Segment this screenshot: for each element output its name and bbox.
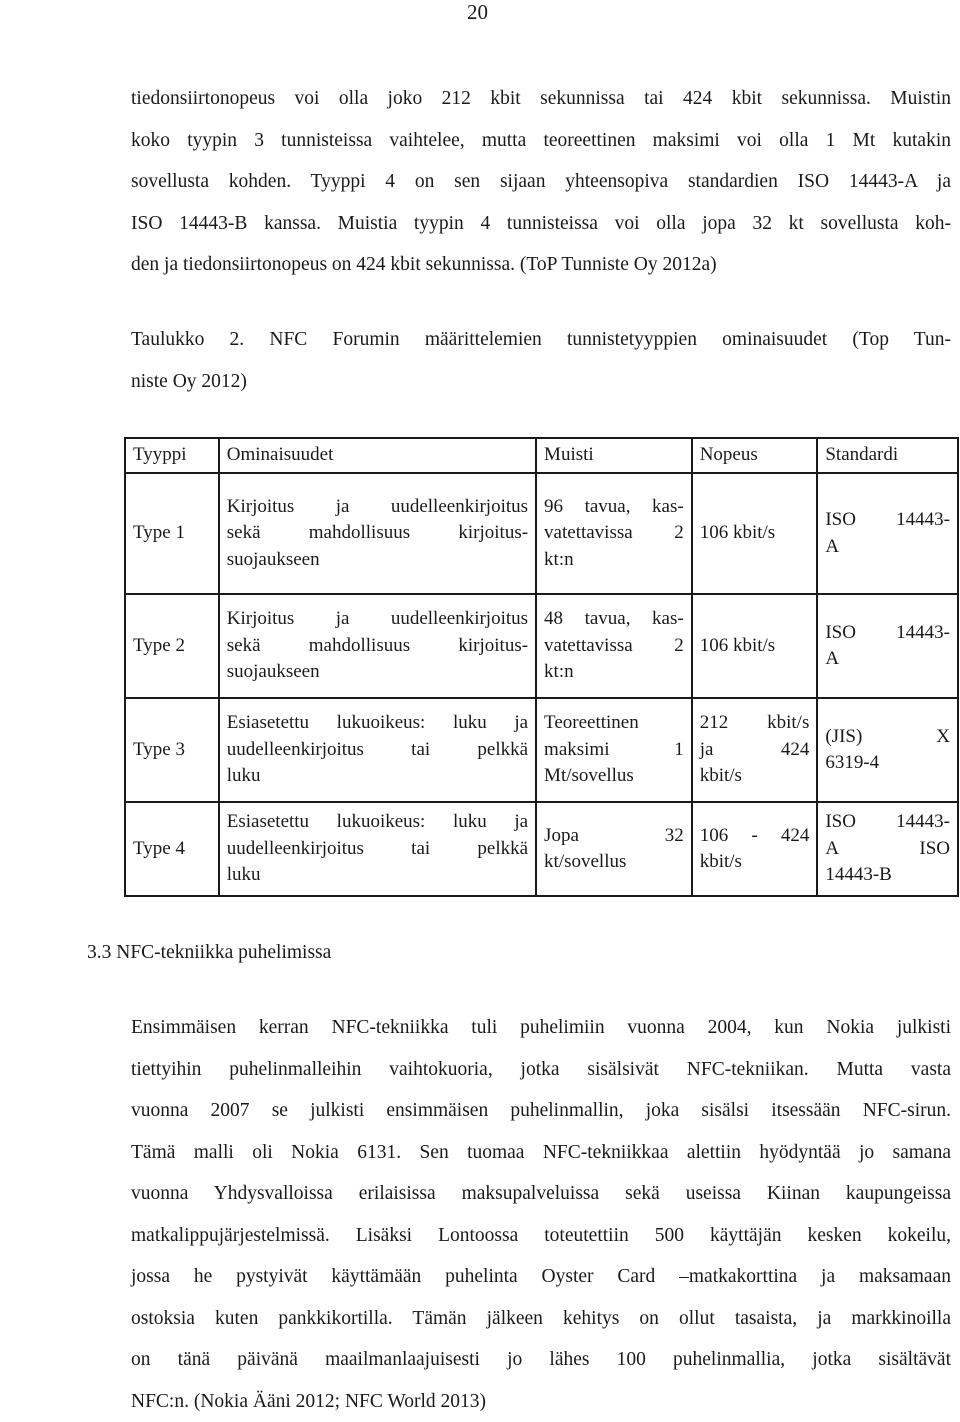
intro-paragraph xyxy=(131,78,951,286)
body-line: vuonna Yhdysvalloissa erilaisissa maksupalveluissa sekä useissa Kiinan kaupungeissa xyxy=(131,1173,951,1215)
body-line: ostoksia kuten pankkikortilla. Tämän jälkeen kehitys on ollut tasaista, ja markkinoilla xyxy=(131,1298,951,1340)
intro-line: den ja tiedonsiirtonopeus on 424 kbit sekunnissa. (ToP Tunniste Oy 2012a) xyxy=(131,244,951,286)
body-line: jossa he pystyivät käyttämään puhelinta Oyster Card –matkakorttina ja maksamaan xyxy=(131,1256,951,1298)
header-cell: Muisti xyxy=(536,438,692,473)
page-number: 20 xyxy=(0,0,955,24)
speed-cell: 106 kbit/s xyxy=(692,594,818,698)
body-line: tiettyihin puhelinmalleihin vaihtokuoria, jotka sisälsivät NFC-tekniikan. Mutta vasta xyxy=(131,1049,951,1091)
header-cell: Nopeus xyxy=(692,438,818,473)
features-cell: Kirjoitus ja uudelleenkirjoitus sekä mahdollisuus kirjoitus- suojaukseen xyxy=(219,594,536,698)
features-cell: Kirjoitus ja uudelleenkirjoitus sekä mahdollisuus kirjoitus- suojaukseen xyxy=(219,473,536,594)
standard-cell: (JIS) X 6319-4 xyxy=(817,698,958,802)
speed-cell: 212 kbit/s ja 424 kbit/s xyxy=(692,698,818,802)
table-caption xyxy=(131,319,951,402)
memory-cell: Teoreettinen maksimi 1 Mt/sovellus xyxy=(536,698,692,802)
body-line: matkalippujärjestelmissä. Lisäksi Lontoossa toteutettiin 500 käyttäjän kesken kokeilu, xyxy=(131,1215,951,1257)
standard-cell: ISO 14443- A xyxy=(817,473,958,594)
body-line: vuonna 2007 se julkisti ensimmäisen puhelinmallin, joka sisälsi itsessään NFC-sirun. xyxy=(131,1090,951,1132)
body-line: Tämä malli oli Nokia 6131. Sen tuomaa NFC-tekniikkaa alettiin hyödyntää jo samana xyxy=(131,1132,951,1174)
body-line: on tänä päivänä maailmanlaajuisesti jo lähes 100 puhelinmallia, jotka sisältävät xyxy=(131,1339,951,1381)
memory-cell: Jopa 32 kt/sovellus xyxy=(536,802,692,896)
speed-cell: 106 - 424 kbit/s xyxy=(692,802,818,896)
body-paragraph xyxy=(131,1007,951,1422)
standard-cell: ISO 14443- A ISO 14443-B xyxy=(817,802,958,896)
header-cell: Standardi xyxy=(817,438,958,473)
section-heading: 3.3 NFC-tekniikka puhelimissa xyxy=(87,940,331,966)
intro-line: ISO 14443-B kanssa. Muistia tyypin 4 tunnisteissa voi olla jopa 32 kt sovellusta koh- xyxy=(131,203,951,245)
intro-line: tiedonsiirtonopeus voi olla joko 212 kbit sekunnissa tai 424 kbit sekunnissa. Muistin xyxy=(131,78,951,120)
type-cell: Type 2 xyxy=(125,594,219,698)
header-cell: Ominaisuudet xyxy=(219,438,536,473)
table-header-row xyxy=(125,438,958,473)
intro-line: sovellusta kohden. Tyyppi 4 on sen sijaan yhteensopiva standardien ISO 14443-A ja xyxy=(131,161,951,203)
standard-cell: ISO 14443- A xyxy=(817,594,958,698)
table-row xyxy=(125,473,958,594)
features-cell: Esiasetettu lukuoikeus: luku ja uudelleenkirjoitus tai pelkkä luku xyxy=(219,802,536,896)
caption-line: niste Oy 2012) xyxy=(131,361,951,403)
type-cell: Type 3 xyxy=(125,698,219,802)
body-line: NFC:n. (Nokia Ääni 2012; NFC World 2013) xyxy=(131,1381,951,1422)
table-row xyxy=(125,594,958,698)
features-cell: Esiasetettu lukuoikeus: luku ja uudelleenkirjoitus tai pelkkä luku xyxy=(219,698,536,802)
memory-cell: 96 tavua, kas- vatettavissa 2 kt:n xyxy=(536,473,692,594)
type-cell: Type 1 xyxy=(125,473,219,594)
speed-cell: 106 kbit/s xyxy=(692,473,818,594)
body-line: Ensimmäisen kerran NFC-tekniikka tuli puhelimiin vuonna 2004, kun Nokia julkisti xyxy=(131,1007,951,1049)
table-row xyxy=(125,698,958,802)
type-cell: Type 4 xyxy=(125,802,219,896)
header-cell: Tyyppi xyxy=(125,438,219,473)
tag-types-table xyxy=(124,437,959,897)
table-row xyxy=(125,802,958,896)
memory-cell: 48 tavua, kas- vatettavissa 2 kt:n xyxy=(536,594,692,698)
intro-line: koko tyypin 3 tunnisteissa vaihtelee, mutta teoreettinen maksimi voi olla 1 Mt kutakin xyxy=(131,120,951,162)
caption-line: Taulukko 2. NFC Forumin määrittelemien tunnistetyyppien ominaisuudet (Top Tun- xyxy=(131,319,951,361)
